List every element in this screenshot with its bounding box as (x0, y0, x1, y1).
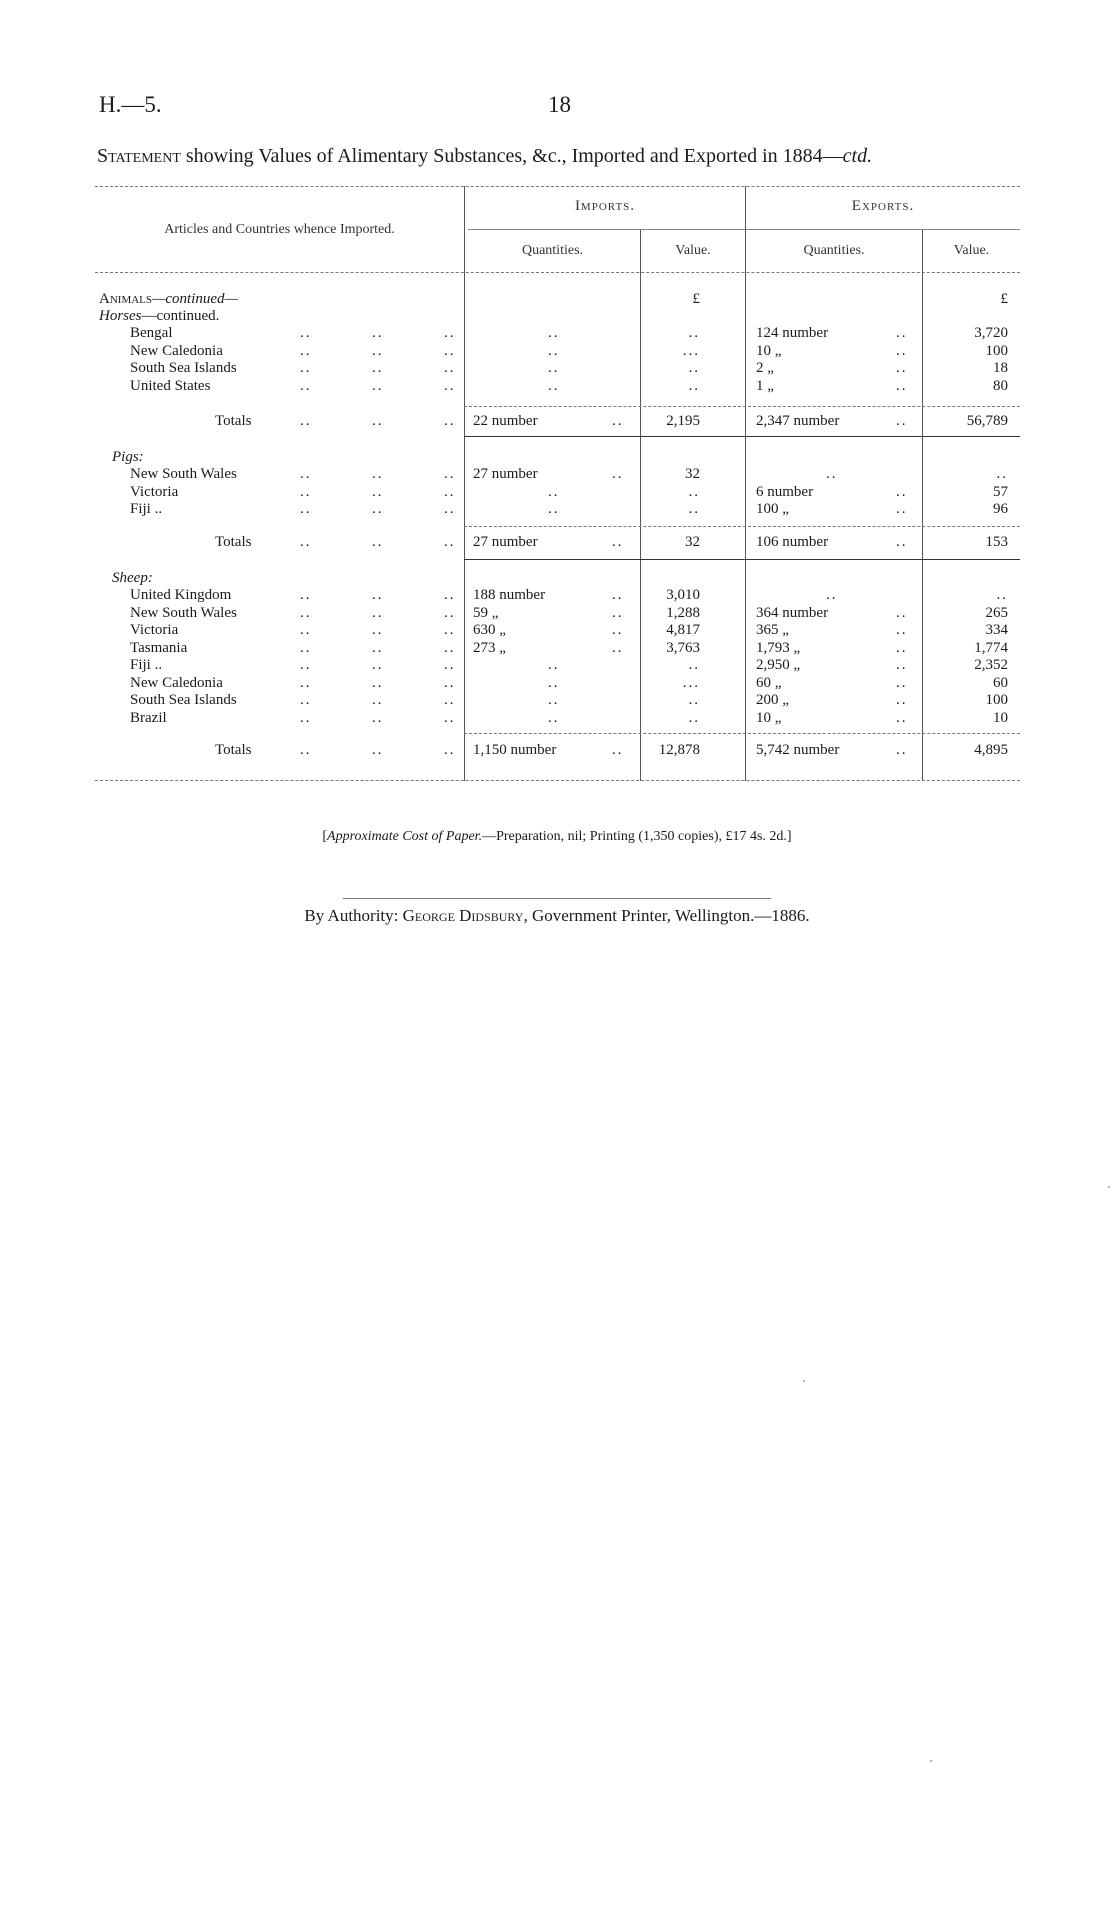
export-quantity: 100 „ (756, 501, 789, 517)
export-value: 60 (993, 674, 1008, 691)
leader-dots: .. (372, 709, 384, 726)
document-reference: H.—5. (99, 92, 162, 117)
leader-dots: .. (372, 639, 384, 656)
export-value: 3,720 (974, 325, 1008, 341)
table-top-rule (95, 186, 1020, 187)
printer-authority: By Authority: George Didsbury, Government Printer, Wellington.—1886. (304, 906, 810, 925)
import-value: 32 (685, 466, 700, 482)
leader-dots: .. (896, 742, 908, 758)
section-row (0, 290, 1114, 308)
export-value: 57 (993, 483, 1008, 500)
table-bottom-rule (95, 780, 1020, 781)
paper-speck (803, 1380, 805, 1382)
header-bottom-rule (95, 272, 1020, 273)
table-row (0, 483, 1114, 501)
import-quantity: 27 number (473, 534, 538, 550)
leader-dots: .. (372, 466, 384, 482)
totals-label: Totals (215, 413, 252, 429)
export-value: .. (996, 587, 1008, 603)
table-row (0, 465, 1114, 483)
country-name: New South Wales (130, 466, 237, 482)
country-name: Fiji .. (130, 657, 163, 673)
leader-dots: .. (896, 534, 908, 550)
import-value: .. (688, 692, 700, 708)
leader-dots: .. (444, 325, 456, 341)
header-imp-quantities: Quantities. (521, 243, 584, 258)
export-quantity: 1,793 „ (756, 639, 801, 656)
export-value: 56,789 (966, 413, 1008, 429)
leader-dots: .. (372, 377, 384, 394)
import-quantity: .. (548, 360, 560, 376)
group-name: Sheep: (112, 570, 153, 586)
import-value: .. (688, 325, 700, 341)
leader-dots: .. (444, 360, 456, 376)
table-row (0, 377, 1114, 395)
table-row (0, 359, 1114, 377)
import-value: .. (688, 360, 700, 376)
country-name: South Sea Islands (130, 360, 237, 376)
leader-dots: .. (896, 692, 908, 708)
group-name: Horses—continued. (99, 308, 220, 324)
import-quantity: 27 number (473, 466, 538, 482)
title-ctd: ctd. (842, 145, 873, 167)
import-quantity: 1,150 number (473, 742, 557, 758)
leader-dots: .. (444, 501, 456, 517)
export-quantity: .. (826, 587, 838, 603)
leader-dots: .. (612, 466, 624, 482)
leader-dots: .. (300, 587, 312, 603)
import-value: 1,288 (666, 604, 700, 621)
section-label: Animals—continued— (99, 291, 238, 307)
leader-dots: .. (444, 639, 456, 656)
leader-dots: .. (896, 657, 908, 673)
leader-dots: .. (300, 501, 312, 517)
page-number: 18 (548, 92, 571, 117)
export-value: 96 (993, 501, 1008, 517)
leader-dots: .. (896, 639, 908, 656)
leader-dots: .. (372, 622, 384, 638)
leader-dots: .. (444, 342, 456, 359)
leader-dots: .. (444, 604, 456, 621)
export-quantity: 6 number (756, 483, 814, 500)
group-heading (0, 307, 1114, 325)
export-value: 153 (985, 534, 1008, 550)
totals-label: Totals (215, 534, 252, 550)
import-value: 4,817 (666, 622, 700, 638)
import-value: ... (682, 342, 700, 359)
table-row (0, 709, 1114, 727)
export-value: 100 (985, 342, 1008, 359)
table-row (0, 342, 1114, 360)
import-quantity: .. (548, 377, 560, 394)
leader-dots: .. (300, 342, 312, 359)
group-heading (0, 569, 1114, 587)
leader-dots: .. (896, 360, 908, 376)
export-value: 80 (993, 377, 1008, 394)
table-row (0, 500, 1114, 518)
leader-dots: .. (612, 622, 624, 638)
import-quantity: 273 „ (473, 639, 506, 656)
leader-dots: .. (300, 466, 312, 482)
leader-dots: .. (300, 483, 312, 500)
leader-dots: .. (372, 325, 384, 341)
leader-dots: .. (300, 604, 312, 621)
leader-dots: .. (444, 534, 456, 550)
import-value: .. (688, 483, 700, 500)
leader-dots: .. (444, 622, 456, 638)
leader-dots: .. (444, 413, 456, 429)
leader-dots: .. (300, 657, 312, 673)
leader-dots: .. (372, 587, 384, 603)
export-value: 18 (993, 360, 1008, 376)
leader-dots: .. (896, 483, 908, 500)
export-value: 1,774 (974, 639, 1008, 656)
title-text: showing Values of Alimentary Substances, &c., Imported and Exported in 1884— (180, 145, 843, 167)
country-name: Victoria (130, 483, 179, 500)
import-quantity: .. (548, 674, 560, 691)
export-quantity: 60 „ (756, 674, 782, 691)
export-value: 100 (985, 692, 1008, 708)
import-quantity: .. (548, 325, 560, 341)
export-quantity: 124 number (756, 325, 829, 341)
page-title (97, 145, 872, 168)
leader-dots: .. (372, 360, 384, 376)
export-quantity: 365 „ (756, 622, 789, 638)
leader-dots: .. (612, 639, 624, 656)
import-value: 3,763 (666, 639, 700, 656)
leader-dots: .. (372, 483, 384, 500)
leader-dots: .. (300, 360, 312, 376)
export-value-unit: £ (1000, 291, 1008, 307)
table-row (0, 621, 1114, 639)
country-name: New South Wales (130, 604, 237, 621)
import-quantity: 188 number (473, 587, 546, 603)
leader-dots: .. (372, 604, 384, 621)
header-sub-rule (468, 229, 1020, 230)
import-value: 3,010 (666, 587, 700, 603)
leader-dots: .. (896, 622, 908, 638)
import-value: 32 (685, 534, 700, 550)
import-value: ... (682, 674, 700, 691)
leader-dots: .. (372, 501, 384, 517)
header-exports: Exports. (851, 198, 915, 214)
rule (464, 406, 1020, 407)
header-imp-value: Value. (675, 243, 711, 258)
header-articles: Articles and Countries whence Imported. (164, 222, 395, 237)
export-quantity: 10 „ (756, 342, 782, 359)
import-value: 2,195 (666, 413, 700, 429)
paper-speck (1108, 1186, 1110, 1188)
leader-dots: .. (612, 604, 624, 621)
import-quantity: 59 „ (473, 604, 499, 621)
header-imports: Imports. (574, 198, 636, 214)
table-row (0, 691, 1114, 709)
import-quantity: .. (548, 501, 560, 517)
leader-dots: .. (300, 742, 312, 758)
table-row (0, 586, 1114, 604)
country-name: Victoria (130, 622, 179, 638)
header-exp-quantities: Quantities. (803, 243, 865, 258)
leader-dots: .. (896, 342, 908, 359)
import-quantity: 22 number (473, 413, 538, 429)
group-heading (0, 448, 1114, 466)
rule (464, 526, 1020, 527)
country-name: United States (130, 377, 211, 394)
leader-dots: .. (372, 692, 384, 708)
export-quantity: 5,742 number (756, 742, 840, 758)
totals-label: Totals (215, 742, 252, 758)
country-name: Bengal (130, 325, 173, 341)
leader-dots: .. (896, 413, 908, 429)
leader-dots: .. (896, 674, 908, 691)
leader-dots: .. (444, 377, 456, 394)
leader-dots: .. (300, 622, 312, 638)
rule (464, 559, 1020, 560)
leader-dots: .. (612, 534, 624, 550)
import-value: .. (688, 377, 700, 394)
leader-dots: .. (444, 466, 456, 482)
country-name: Fiji .. (130, 501, 163, 517)
leader-dots: .. (444, 742, 456, 758)
export-quantity: 1 „ (756, 377, 774, 394)
export-value: 2,352 (974, 657, 1008, 673)
leader-dots: .. (372, 534, 384, 550)
leader-dots: .. (372, 342, 384, 359)
import-quantity: .. (548, 483, 560, 500)
table-row (0, 324, 1114, 342)
title-lead: Statement (97, 145, 181, 167)
import-quantity: .. (548, 709, 560, 726)
country-name: Brazil (130, 709, 167, 726)
leader-dots: .. (444, 657, 456, 673)
export-quantity: 10 „ (756, 709, 782, 726)
export-value: 4,895 (974, 742, 1008, 758)
leader-dots: .. (300, 377, 312, 394)
totals-row (0, 741, 1114, 759)
leader-dots: .. (896, 501, 908, 517)
leader-dots: .. (300, 692, 312, 708)
leader-dots: .. (444, 587, 456, 603)
import-value: .. (688, 657, 700, 673)
leader-dots: .. (896, 325, 908, 341)
leader-dots: .. (300, 534, 312, 550)
leader-dots: .. (300, 674, 312, 691)
export-quantity: 364 number (756, 604, 829, 621)
leader-dots: .. (372, 413, 384, 429)
totals-row (0, 533, 1114, 551)
leader-dots: .. (372, 674, 384, 691)
leader-dots: .. (612, 742, 624, 758)
export-value: .. (996, 466, 1008, 482)
export-quantity: 106 number (756, 534, 829, 550)
export-quantity: 2 „ (756, 360, 774, 376)
export-quantity: 2,347 number (756, 413, 840, 429)
leader-dots: .. (896, 377, 908, 394)
table-row (0, 674, 1114, 692)
export-quantity: 2,950 „ (756, 657, 801, 673)
leader-dots: .. (444, 674, 456, 691)
authority-rule (343, 898, 771, 899)
import-quantity: .. (548, 657, 560, 673)
country-name: United Kingdom (130, 587, 232, 603)
export-value: 265 (985, 604, 1008, 621)
table-row (0, 604, 1114, 622)
export-quantity: 200 „ (756, 692, 789, 708)
leader-dots: .. (372, 657, 384, 673)
export-value: 334 (985, 622, 1008, 638)
leader-dots: .. (444, 483, 456, 500)
import-value-unit: £ (692, 291, 700, 307)
cost-footnote: [Approximate Cost of Paper.—Preparation, nil; Printing (1,350 copies), £17 4s. 2d.] (322, 829, 792, 844)
import-quantity: .. (548, 692, 560, 708)
header-exp-value: Value. (953, 243, 990, 258)
export-quantity: .. (826, 466, 838, 482)
rule (464, 733, 1020, 734)
leader-dots: .. (300, 413, 312, 429)
leader-dots: .. (300, 639, 312, 656)
leader-dots: .. (300, 709, 312, 726)
leader-dots: .. (444, 692, 456, 708)
leader-dots: .. (300, 325, 312, 341)
leader-dots: .. (896, 709, 908, 726)
leader-dots: .. (444, 709, 456, 726)
totals-row (0, 412, 1114, 430)
country-name: New Caledonia (130, 342, 223, 359)
leader-dots: .. (612, 587, 624, 603)
import-value: 12,878 (658, 742, 700, 758)
export-value: 10 (993, 709, 1008, 726)
group-name: Pigs: (112, 449, 144, 465)
import-value: .. (688, 709, 700, 726)
country-name: Tasmania (130, 639, 188, 656)
leader-dots: .. (896, 604, 908, 621)
table-row (0, 639, 1114, 657)
import-quantity: .. (548, 342, 560, 359)
table-row (0, 656, 1114, 674)
leader-dots: .. (372, 742, 384, 758)
country-name: New Caledonia (130, 674, 223, 691)
paper-speck (930, 1760, 932, 1762)
leader-dots: .. (612, 413, 624, 429)
import-quantity: 630 „ (473, 622, 506, 638)
import-value: .. (688, 501, 700, 517)
country-name: South Sea Islands (130, 692, 237, 708)
rule (464, 436, 1020, 437)
